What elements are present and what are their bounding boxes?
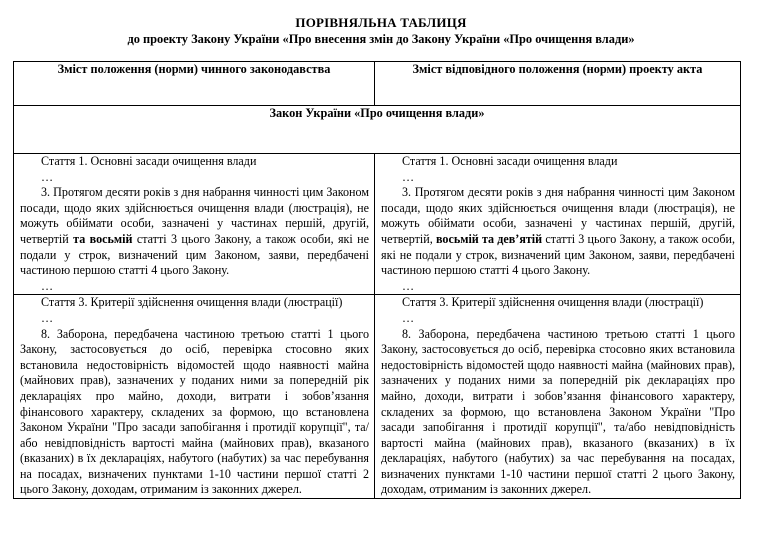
ellipsis: … — [41, 278, 54, 293]
cell-proposed-article-1 — [375, 154, 741, 295]
article-paragraph: 3. Протягом десяти років з дня набрання чинності цим Законом посади, щодо яких здійснюється очищення влади (люстрація), не можуть обіймати особи, зазначені у частинах першій, другій, четвертій та восьмій статті 3 цього Закону, а також особи, які не подали у строк, визначений цим Законом, заяви, передбачені частиною першою статті 4 цього Закону. — [20, 185, 369, 278]
document-subtitle: до проекту Закону України «Про внесення змін до Закону України «Про очищення влади» — [127, 32, 635, 46]
ellipsis: … — [402, 310, 415, 325]
highlighted-text: та восьмій — [73, 231, 133, 246]
comparison-table — [13, 61, 741, 499]
ellipsis: … — [402, 169, 415, 184]
law-title-row — [14, 106, 741, 154]
article-paragraph: 3. Протягом десяти років з дня набрання чинності цим Законом посади, щодо яких здійснюється очищення влади (люстрація), не можуть обіймати особи, зазначені у частинах першій, другій, четвертій, восьмій та дев’ятій статті 3 цього Закону, а також особи, які не подали у строк, визначений цим Законом, заяви, передбачені частиною першою статті 4 цього Закону. — [381, 185, 735, 278]
cell-current-article-1 — [14, 154, 375, 295]
column-header-proposed: Зміст відповідного положення (норми) проекту акта — [375, 62, 741, 106]
article-heading: Стаття 3. Критерії здійснення очищення влади (люстрації) — [41, 295, 343, 310]
document-header — [0, 14, 762, 47]
article-paragraph: 8. Заборона, передбачена частиною третьою статті 1 цього Закону, застосовується до осіб, перевірка стосовно яких встановила недостовірність відомостей щодо наявності майна (майнових прав), зазначених у поданих ними за попередній рік деклараціях про майно, доходи, витрати і зобов’язання фінансового характеру, складених за формою, що встановлена Законом України "Про засади запобігання і протидії корупції", та/або невідповідність вартості майна (майнових прав), вказаного (вказаних) в їх деклараціях, набутого (набутих) за час перебування на посадах, визначених пунктами 1-10 частини першої статті 2 цього Закону, доходам, отриманим із законних джерел. — [381, 326, 735, 497]
ellipsis: … — [41, 310, 54, 325]
highlighted-text: восьмій та дев’ятій — [435, 231, 543, 246]
article-heading: Стаття 1. Основні засади очищення влади — [41, 154, 257, 168]
column-header-current: Зміст положення (норми) чинного законодавства — [14, 62, 375, 106]
table-header-row — [14, 62, 741, 106]
article-heading: Стаття 1. Основні засади очищення влади — [402, 154, 618, 168]
ellipsis: … — [41, 169, 54, 184]
ellipsis: … — [402, 278, 415, 293]
cell-proposed-article-3 — [375, 295, 741, 499]
table-row — [14, 295, 741, 499]
article-heading: Стаття 3. Критерії здійснення очищення влади (люстрації) — [402, 295, 704, 310]
document-title: ПОРІВНЯЛЬНА ТАБЛИЦЯ — [295, 15, 467, 30]
article-paragraph: 8. Заборона, передбачена частиною третьою статті 1 цього Закону, застосовується до осіб, перевірка стосовно яких встановила недостовірність відомостей щодо наявності майна (майнових прав), зазначених у поданих ними за попередній рік деклараціях про майно, доходи, витрати і зобов’язання фінансового характеру, складених за формою, що встановлена Законом України "Про засади запобігання і протидії корупції", та/або невідповідність вартості майна (майнових прав), вказаного (вказаних) в їх деклараціях, набутого (набутих) за час перебування на посадах, визначених пунктами 1-10 частини першої статті 2 цього Закону, доходам, отриманим із законних джерел. — [20, 326, 369, 497]
table-row — [14, 154, 741, 295]
cell-current-article-3 — [14, 295, 375, 499]
law-title: Закон України «Про очищення влади» — [14, 106, 741, 154]
